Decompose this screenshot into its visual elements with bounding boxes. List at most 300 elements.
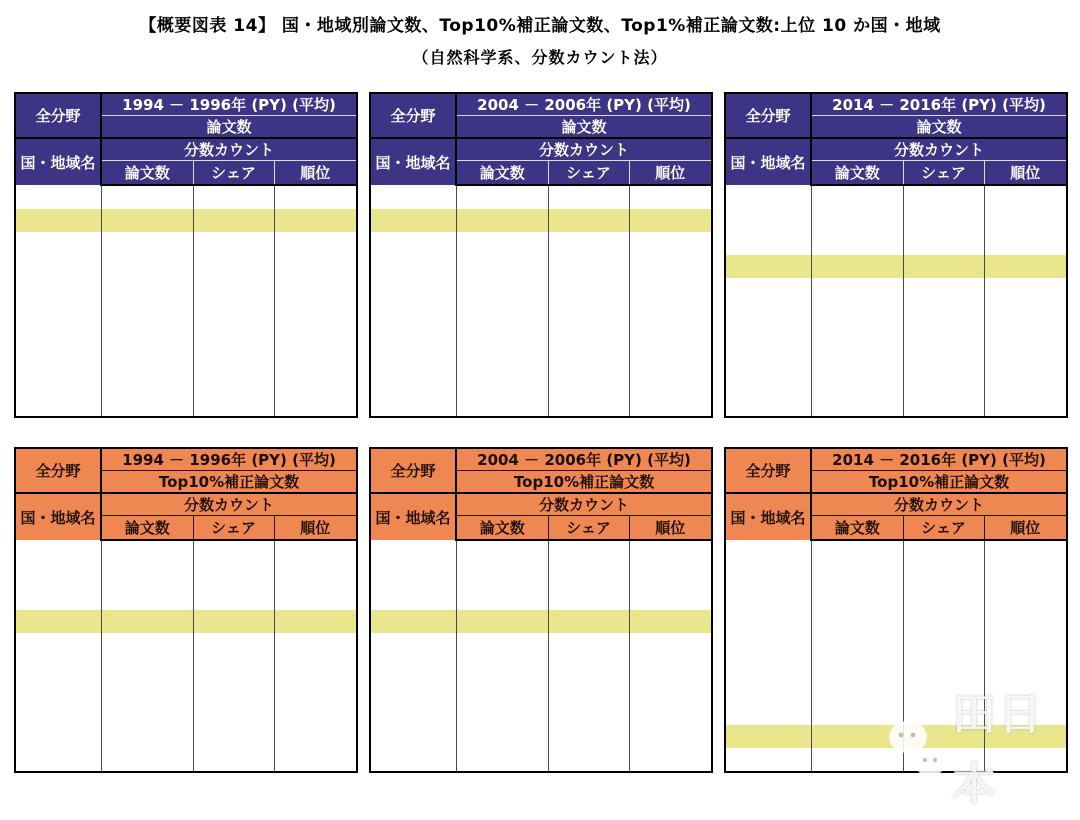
papers-value xyxy=(456,278,548,301)
table-row xyxy=(370,301,712,324)
papers-value xyxy=(101,679,193,702)
share-value xyxy=(193,564,274,587)
share-value xyxy=(193,748,274,772)
papers-value xyxy=(811,702,903,725)
col-header-papers: 論文数 xyxy=(811,516,903,541)
share-value xyxy=(903,370,984,393)
country-name xyxy=(370,278,456,301)
period-label: 2014 － 2016年 (PY) (平均) xyxy=(811,93,1067,116)
country-name xyxy=(15,209,101,232)
ranking-table xyxy=(369,92,713,418)
country-name xyxy=(370,324,456,347)
table-row xyxy=(370,370,712,393)
country-name xyxy=(370,587,456,610)
share-value xyxy=(903,324,984,347)
rank-value xyxy=(274,232,357,255)
table-row xyxy=(725,702,1067,725)
rank-value xyxy=(629,255,712,278)
rank-value xyxy=(984,185,1067,209)
country-name xyxy=(15,301,101,324)
country-name xyxy=(15,748,101,772)
country-name xyxy=(15,610,101,633)
table-row xyxy=(725,679,1067,702)
share-value xyxy=(193,324,274,347)
rank-value xyxy=(274,301,357,324)
papers-value xyxy=(811,587,903,610)
share-value xyxy=(903,725,984,748)
share-value xyxy=(903,255,984,278)
period-label: 2004 － 2006年 (PY) (平均) xyxy=(456,448,712,471)
metric-label: Top10%補正論文数 xyxy=(456,471,712,494)
share-value xyxy=(903,679,984,702)
period-label: 1994 － 1996年 (PY) (平均) xyxy=(101,448,357,471)
country-name xyxy=(15,393,101,417)
share-value xyxy=(193,587,274,610)
share-value xyxy=(548,656,629,679)
watermark-text: 田日本 xyxy=(952,689,1044,810)
papers-value xyxy=(811,324,903,347)
country-name xyxy=(15,324,101,347)
papers-value xyxy=(101,185,193,209)
corner-label-region: 国・地域名 xyxy=(725,138,811,185)
papers-value xyxy=(456,324,548,347)
table-row xyxy=(370,748,712,772)
share-value xyxy=(903,610,984,633)
rank-value xyxy=(274,725,357,748)
rank-value xyxy=(984,278,1067,301)
papers-value xyxy=(456,540,548,564)
ranking-table xyxy=(724,92,1068,418)
share-value xyxy=(903,633,984,656)
rank-value xyxy=(629,232,712,255)
papers-value xyxy=(101,232,193,255)
table-row xyxy=(15,278,357,301)
table-row xyxy=(725,725,1067,748)
papers-value xyxy=(456,610,548,633)
share-value xyxy=(193,278,274,301)
table-row xyxy=(725,347,1067,370)
country-name xyxy=(370,185,456,209)
col-header-papers: 論文数 xyxy=(811,161,903,186)
rank-value xyxy=(984,540,1067,564)
share-value xyxy=(193,255,274,278)
country-name xyxy=(370,633,456,656)
country-name xyxy=(370,748,456,772)
country-name xyxy=(15,633,101,656)
rank-value xyxy=(629,702,712,725)
corner-label-field: 全分野 xyxy=(370,93,456,138)
table-row xyxy=(725,587,1067,610)
rank-value xyxy=(274,564,357,587)
country-name xyxy=(15,278,101,301)
table-row xyxy=(370,185,712,209)
share-value xyxy=(903,232,984,255)
rank-value xyxy=(274,587,357,610)
papers-value xyxy=(456,347,548,370)
rank-value xyxy=(629,278,712,301)
rank-value xyxy=(984,633,1067,656)
table-row xyxy=(725,301,1067,324)
corner-label-region: 国・地域名 xyxy=(15,138,101,185)
table-row xyxy=(370,324,712,347)
table-row xyxy=(370,702,712,725)
rank-value xyxy=(274,633,357,656)
rank-value xyxy=(274,679,357,702)
papers-value xyxy=(101,656,193,679)
papers-value xyxy=(456,656,548,679)
col-header-rank: 順位 xyxy=(629,516,712,541)
col-header-rank: 順位 xyxy=(629,161,712,186)
table-row xyxy=(370,540,712,564)
rank-value xyxy=(274,255,357,278)
papers-value xyxy=(456,633,548,656)
rank-value xyxy=(984,255,1067,278)
share-value xyxy=(548,209,629,232)
col-header-share: シェア xyxy=(903,516,984,541)
table-row xyxy=(15,564,357,587)
papers-value xyxy=(101,393,193,417)
metric-label: 論文数 xyxy=(811,116,1067,139)
col-header-share: シェア xyxy=(193,161,274,186)
table-header xyxy=(15,448,357,540)
papers-value xyxy=(456,393,548,417)
country-name xyxy=(15,725,101,748)
table-row xyxy=(370,232,712,255)
rank-value xyxy=(274,540,357,564)
papers-value xyxy=(811,347,903,370)
metric-label: Top10%補正論文数 xyxy=(811,471,1067,494)
col-header-papers: 論文数 xyxy=(101,516,193,541)
rank-value xyxy=(629,185,712,209)
table-row xyxy=(15,232,357,255)
country-name xyxy=(370,393,456,417)
papers-value xyxy=(811,540,903,564)
share-value xyxy=(193,209,274,232)
share-value xyxy=(903,301,984,324)
rank-value xyxy=(984,347,1067,370)
table-row xyxy=(725,232,1067,255)
rank-value xyxy=(984,564,1067,587)
rank-value xyxy=(629,301,712,324)
papers-value xyxy=(811,393,903,417)
rank-value xyxy=(629,656,712,679)
corner-label-region: 国・地域名 xyxy=(725,493,811,540)
share-value xyxy=(193,185,274,209)
papers-value xyxy=(811,278,903,301)
country-name xyxy=(725,347,811,370)
papers-value xyxy=(101,209,193,232)
country-name xyxy=(370,540,456,564)
col-header-papers: 論文数 xyxy=(456,516,548,541)
papers-value xyxy=(811,232,903,255)
country-name xyxy=(725,324,811,347)
country-name xyxy=(725,232,811,255)
count-method-label: 分数カウント xyxy=(101,138,357,161)
rank-value xyxy=(984,587,1067,610)
rank-value xyxy=(629,209,712,232)
share-value xyxy=(903,748,984,772)
share-value xyxy=(548,278,629,301)
country-name xyxy=(15,587,101,610)
country-name xyxy=(15,656,101,679)
ranking-table xyxy=(14,92,358,418)
share-value xyxy=(548,393,629,417)
papers-value xyxy=(456,232,548,255)
rank-value xyxy=(984,393,1067,417)
papers-value xyxy=(101,278,193,301)
papers-value xyxy=(811,255,903,278)
country-name xyxy=(725,656,811,679)
table-row xyxy=(725,370,1067,393)
papers-value xyxy=(456,725,548,748)
country-name xyxy=(15,679,101,702)
country-name xyxy=(370,347,456,370)
share-value xyxy=(548,255,629,278)
country-name xyxy=(15,347,101,370)
table-row xyxy=(725,324,1067,347)
share-value xyxy=(903,209,984,232)
share-value xyxy=(193,656,274,679)
share-value xyxy=(193,232,274,255)
table-row xyxy=(370,610,712,633)
rank-value xyxy=(274,393,357,417)
table-row xyxy=(370,564,712,587)
share-value xyxy=(193,633,274,656)
table-body xyxy=(370,540,712,772)
table-row xyxy=(15,656,357,679)
corner-label-field: 全分野 xyxy=(370,448,456,493)
count-method-label: 分数カウント xyxy=(101,493,357,516)
rank-value xyxy=(629,610,712,633)
share-value xyxy=(548,679,629,702)
papers-value xyxy=(811,656,903,679)
rank-value xyxy=(274,324,357,347)
share-value xyxy=(548,564,629,587)
papers-value xyxy=(101,347,193,370)
country-name xyxy=(725,633,811,656)
table-row xyxy=(725,633,1067,656)
table-row xyxy=(370,347,712,370)
country-name xyxy=(15,185,101,209)
papers-value xyxy=(811,748,903,772)
papers-value xyxy=(811,725,903,748)
papers-value xyxy=(101,725,193,748)
table-row xyxy=(370,725,712,748)
papers-value xyxy=(811,301,903,324)
share-value xyxy=(548,324,629,347)
metric-label: 論文数 xyxy=(101,116,357,139)
table-header xyxy=(725,93,1067,185)
ranking-table xyxy=(369,447,713,773)
rank-value xyxy=(629,540,712,564)
rank-value xyxy=(984,324,1067,347)
table-body xyxy=(15,185,357,417)
table-body xyxy=(15,540,357,772)
papers-value xyxy=(811,185,903,209)
country-name xyxy=(370,232,456,255)
country-name xyxy=(15,702,101,725)
rank-value xyxy=(629,587,712,610)
share-value xyxy=(548,633,629,656)
country-name xyxy=(370,564,456,587)
papers-value xyxy=(811,610,903,633)
papers-value xyxy=(456,370,548,393)
country-name xyxy=(15,255,101,278)
rank-value xyxy=(629,679,712,702)
share-value xyxy=(548,185,629,209)
share-value xyxy=(903,656,984,679)
table-row xyxy=(725,656,1067,679)
col-header-share: シェア xyxy=(548,161,629,186)
country-name xyxy=(370,656,456,679)
col-header-papers: 論文数 xyxy=(101,161,193,186)
table-row xyxy=(370,255,712,278)
rank-value xyxy=(629,370,712,393)
figure-title: 【概要図表 14】 国・地域別論文数、Top10%補正論文数、Top1%補正論文数:上位 10 か国・地域 xyxy=(139,16,941,36)
table-row xyxy=(725,393,1067,417)
col-header-papers: 論文数 xyxy=(456,161,548,186)
country-name xyxy=(725,370,811,393)
table-row xyxy=(15,185,357,209)
corner-label-field: 全分野 xyxy=(725,448,811,493)
country-name xyxy=(725,564,811,587)
country-name xyxy=(725,185,811,209)
rank-value xyxy=(984,209,1067,232)
share-value xyxy=(193,725,274,748)
share-value xyxy=(903,702,984,725)
rank-value xyxy=(274,370,357,393)
rank-value xyxy=(629,748,712,772)
papers-value xyxy=(101,255,193,278)
country-name xyxy=(725,278,811,301)
table-row xyxy=(725,564,1067,587)
rank-value xyxy=(274,209,357,232)
share-value xyxy=(193,702,274,725)
count-method-label: 分数カウント xyxy=(456,138,712,161)
table-row xyxy=(370,209,712,232)
tables-grid xyxy=(14,92,1066,773)
table-row xyxy=(725,255,1067,278)
share-value xyxy=(903,393,984,417)
papers-value xyxy=(456,209,548,232)
country-name xyxy=(370,209,456,232)
share-value xyxy=(193,370,274,393)
rank-value xyxy=(629,347,712,370)
share-value xyxy=(193,610,274,633)
table-row xyxy=(725,540,1067,564)
share-value xyxy=(193,679,274,702)
table-row xyxy=(15,255,357,278)
rank-value xyxy=(629,564,712,587)
table-row xyxy=(15,347,357,370)
rank-value xyxy=(629,393,712,417)
papers-value xyxy=(101,324,193,347)
rank-value xyxy=(984,679,1067,702)
share-value xyxy=(903,587,984,610)
table-row xyxy=(725,610,1067,633)
rank-value xyxy=(274,278,357,301)
country-name xyxy=(370,301,456,324)
corner-label-region: 国・地域名 xyxy=(370,493,456,540)
rank-value xyxy=(984,748,1067,772)
corner-label-region: 国・地域名 xyxy=(370,138,456,185)
country-name xyxy=(725,540,811,564)
share-value xyxy=(548,301,629,324)
corner-label-field: 全分野 xyxy=(15,448,101,493)
table-row xyxy=(725,185,1067,209)
metric-label: Top10%補正論文数 xyxy=(101,471,357,494)
table-row xyxy=(370,393,712,417)
share-value xyxy=(193,540,274,564)
share-value xyxy=(548,748,629,772)
table-header xyxy=(15,93,357,185)
table-header xyxy=(370,93,712,185)
papers-value xyxy=(101,702,193,725)
count-method-label: 分数カウント xyxy=(456,493,712,516)
rank-value xyxy=(629,324,712,347)
ranking-table xyxy=(724,447,1068,773)
table-row xyxy=(725,748,1067,772)
rank-value xyxy=(984,301,1067,324)
col-header-rank: 順位 xyxy=(274,516,357,541)
rank-value xyxy=(274,656,357,679)
papers-value xyxy=(456,679,548,702)
country-name xyxy=(15,564,101,587)
table-row xyxy=(15,748,357,772)
figure-subtitle: （自然科学系、分数カウント法） xyxy=(412,48,668,67)
country-name xyxy=(370,679,456,702)
country-name xyxy=(725,393,811,417)
table-header xyxy=(725,448,1067,540)
table-row xyxy=(15,587,357,610)
papers-value xyxy=(456,255,548,278)
share-value xyxy=(903,564,984,587)
papers-value xyxy=(456,748,548,772)
col-header-rank: 順位 xyxy=(984,161,1067,186)
col-header-share: シェア xyxy=(193,516,274,541)
papers-value xyxy=(811,209,903,232)
corner-label-field: 全分野 xyxy=(725,93,811,138)
count-method-label: 分数カウント xyxy=(811,493,1067,516)
country-name xyxy=(370,610,456,633)
rank-value xyxy=(629,633,712,656)
papers-value xyxy=(456,702,548,725)
country-name xyxy=(725,725,811,748)
papers-value xyxy=(811,370,903,393)
col-header-share: シェア xyxy=(548,516,629,541)
share-value xyxy=(548,702,629,725)
rank-value xyxy=(274,347,357,370)
country-name xyxy=(15,540,101,564)
papers-value xyxy=(456,185,548,209)
table-body xyxy=(725,185,1067,417)
country-name xyxy=(15,232,101,255)
country-name xyxy=(370,255,456,278)
papers-value xyxy=(456,564,548,587)
country-name xyxy=(725,587,811,610)
col-header-rank: 順位 xyxy=(984,516,1067,541)
table-row xyxy=(15,540,357,564)
country-name xyxy=(725,301,811,324)
period-label: 1994 － 1996年 (PY) (平均) xyxy=(101,93,357,116)
corner-label-region: 国・地域名 xyxy=(15,493,101,540)
share-value xyxy=(548,370,629,393)
rank-value xyxy=(629,725,712,748)
table-row xyxy=(15,633,357,656)
share-value xyxy=(193,393,274,417)
share-value xyxy=(903,185,984,209)
rank-value xyxy=(984,370,1067,393)
